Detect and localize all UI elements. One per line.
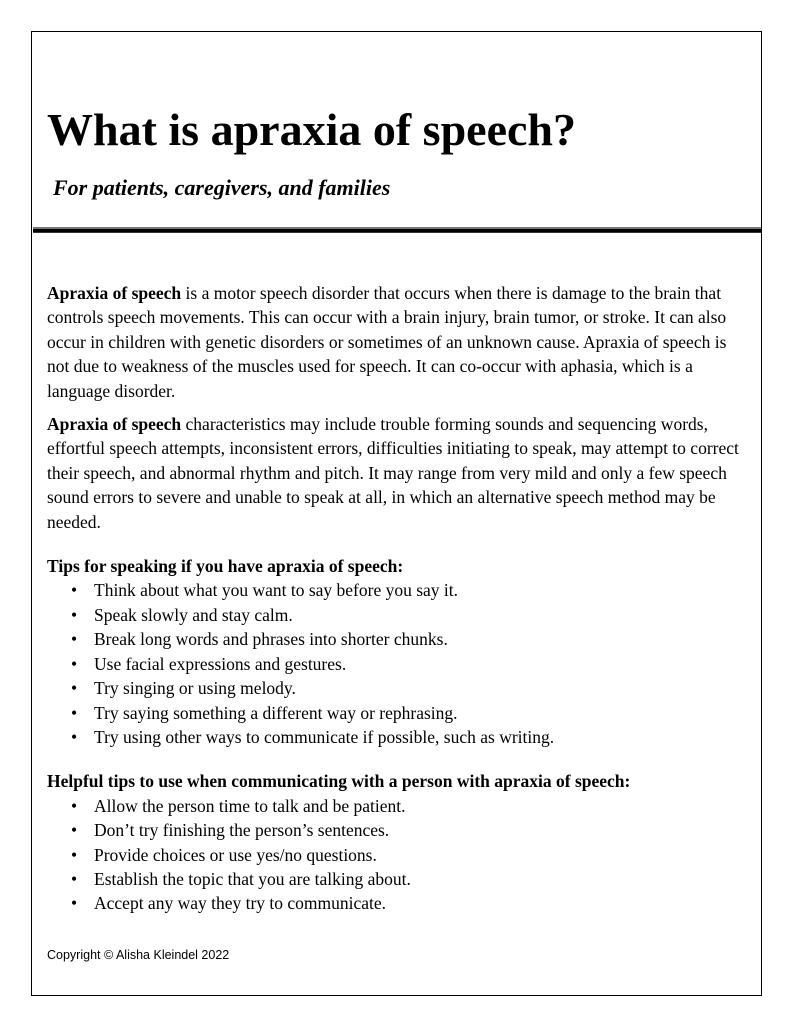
- header-divider: [33, 227, 761, 233]
- definition-text: is a motor speech disorder that occurs when there is damage to the brain that controls speech movements. This can occur with a brain injury, brain tumor, or stroke. It can also occur in children with genetic disorders or sometimes of an unknown cause. Apraxia of speech is not due to weakness of the muscles used for speech. It can co-occur with aphasia, which is a language disorder.: [47, 283, 727, 401]
- list-item: • Try saying something a different way or rephrasing.: [94, 701, 753, 725]
- list-item: • Accept any way they try to communicate.: [94, 891, 753, 915]
- list-item: • Allow the person time to talk and be patient.: [94, 794, 753, 818]
- list-item: • Don’t try finishing the person’s sentences.: [94, 818, 753, 842]
- intro-paragraph-characteristics: [47, 412, 753, 534]
- listener-tips-heading: Helpful tips to use when communicating with a person with apraxia of speech:: [47, 771, 631, 792]
- page-title: What is apraxia of speech?: [47, 104, 576, 155]
- speaker-tips-list: [47, 578, 753, 749]
- listener-tips-list: [47, 794, 753, 916]
- list-item: • Provide choices or use yes/no questions.: [94, 843, 753, 867]
- speaker-tips-heading: Tips for speaking if you have apraxia of speech:: [47, 556, 404, 577]
- list-item: • Try singing or using melody.: [94, 676, 753, 700]
- list-item: • Establish the topic that you are talking about.: [94, 867, 753, 891]
- list-item: • Try using other ways to communicate if possible, such as writing.: [94, 725, 753, 749]
- intro-paragraph-definition: [47, 281, 753, 403]
- term-bold: Apraxia of speech: [47, 283, 182, 303]
- characteristics-text: characteristics may include trouble forming sounds and sequencing words, effortful speech attempts, inconsistent errors, difficulties initiating to speak, may attempt to correct their speech, and abnormal rhythm and pitch. It may range from very mild and only a few speech sound errors to severe and unable to speak at all, in which an alternative speech method may be needed.: [47, 414, 739, 532]
- copyright-notice: Copyright © Alisha Kleindel 2022: [47, 948, 230, 962]
- page-subtitle: For patients, caregivers, and families: [53, 175, 391, 200]
- document-body: [47, 281, 753, 916]
- list-item: • Speak slowly and stay calm.: [94, 603, 753, 627]
- list-item: • Break long words and phrases into shorter chunks.: [94, 627, 753, 651]
- term-bold: Apraxia of speech: [47, 414, 182, 435]
- list-item: • Think about what you want to say before you say it.: [94, 578, 753, 602]
- list-item: • Use facial expressions and gestures.: [94, 652, 753, 676]
